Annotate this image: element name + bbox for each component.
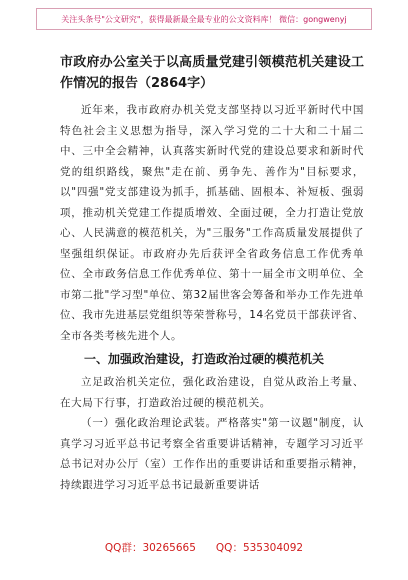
contact-footer: QQ群：30265665 QQ：535304092: [104, 542, 304, 554]
document-title: 市政府办公室关于以高质量党建引领模范机关建设工作情况的报告（2864字）: [60, 55, 364, 91]
intro-paragraph: 近年来，我市政府办机关党支部坚持以习近平新时代中国特色社会主义思想为指导，深入学习党的二十大和二十届二中、三中全会精神，认真落实新时代党的建设总要求和新时代党的组织路线，聚焦"走在前、勇争先、善作为"目标要求，以"四强"党支部建设为抓手，抓基础、固根本、补短板、强弱项，推动机关党建工作提质增效、全面过硬，全力打造让党放心、人民满意的模范机关，为"三服务"工作高质量发展提供了坚强组织保证。市政府办先后获评全省政务信息工作优秀单位、全市政务信息工作优秀单位、第十一届全市文明单位、全市第二批"学习型"单位、第32届世客会筹备和举办工作先进单位、我市先进基层党组织等荣誉称号，14名党员干部获评省、全市各类考核先进个人。: [60, 104, 364, 342]
document-body: [60, 52, 364, 495]
section-heading-political-building: 一、加强政治建设，打造政治过硬的模范机关: [84, 352, 325, 366]
section-intro-paragraph: 立足政治机关定位，强化政治建设，自觉从政治上考量、在大局下行事，打造政治过硬的模范机关。: [60, 376, 364, 409]
promo-banner: [36, 8, 372, 30]
promo-banner-text: 关注头条号"公文研究"，获得最新最全最专业的公文资料库！ 微信：gongwenyj: [61, 14, 347, 24]
section-item-paragraph: （一）强化政治理论武装。严格落实"第一议题"制度，认真学习习近平总书记考察全省重要讲话精神，专题学习习近平总书记对办公厅（室）工作作出的重要讲话和重要指示精神，持续跟进学习习近平总书记最新重要讲话: [60, 417, 364, 491]
